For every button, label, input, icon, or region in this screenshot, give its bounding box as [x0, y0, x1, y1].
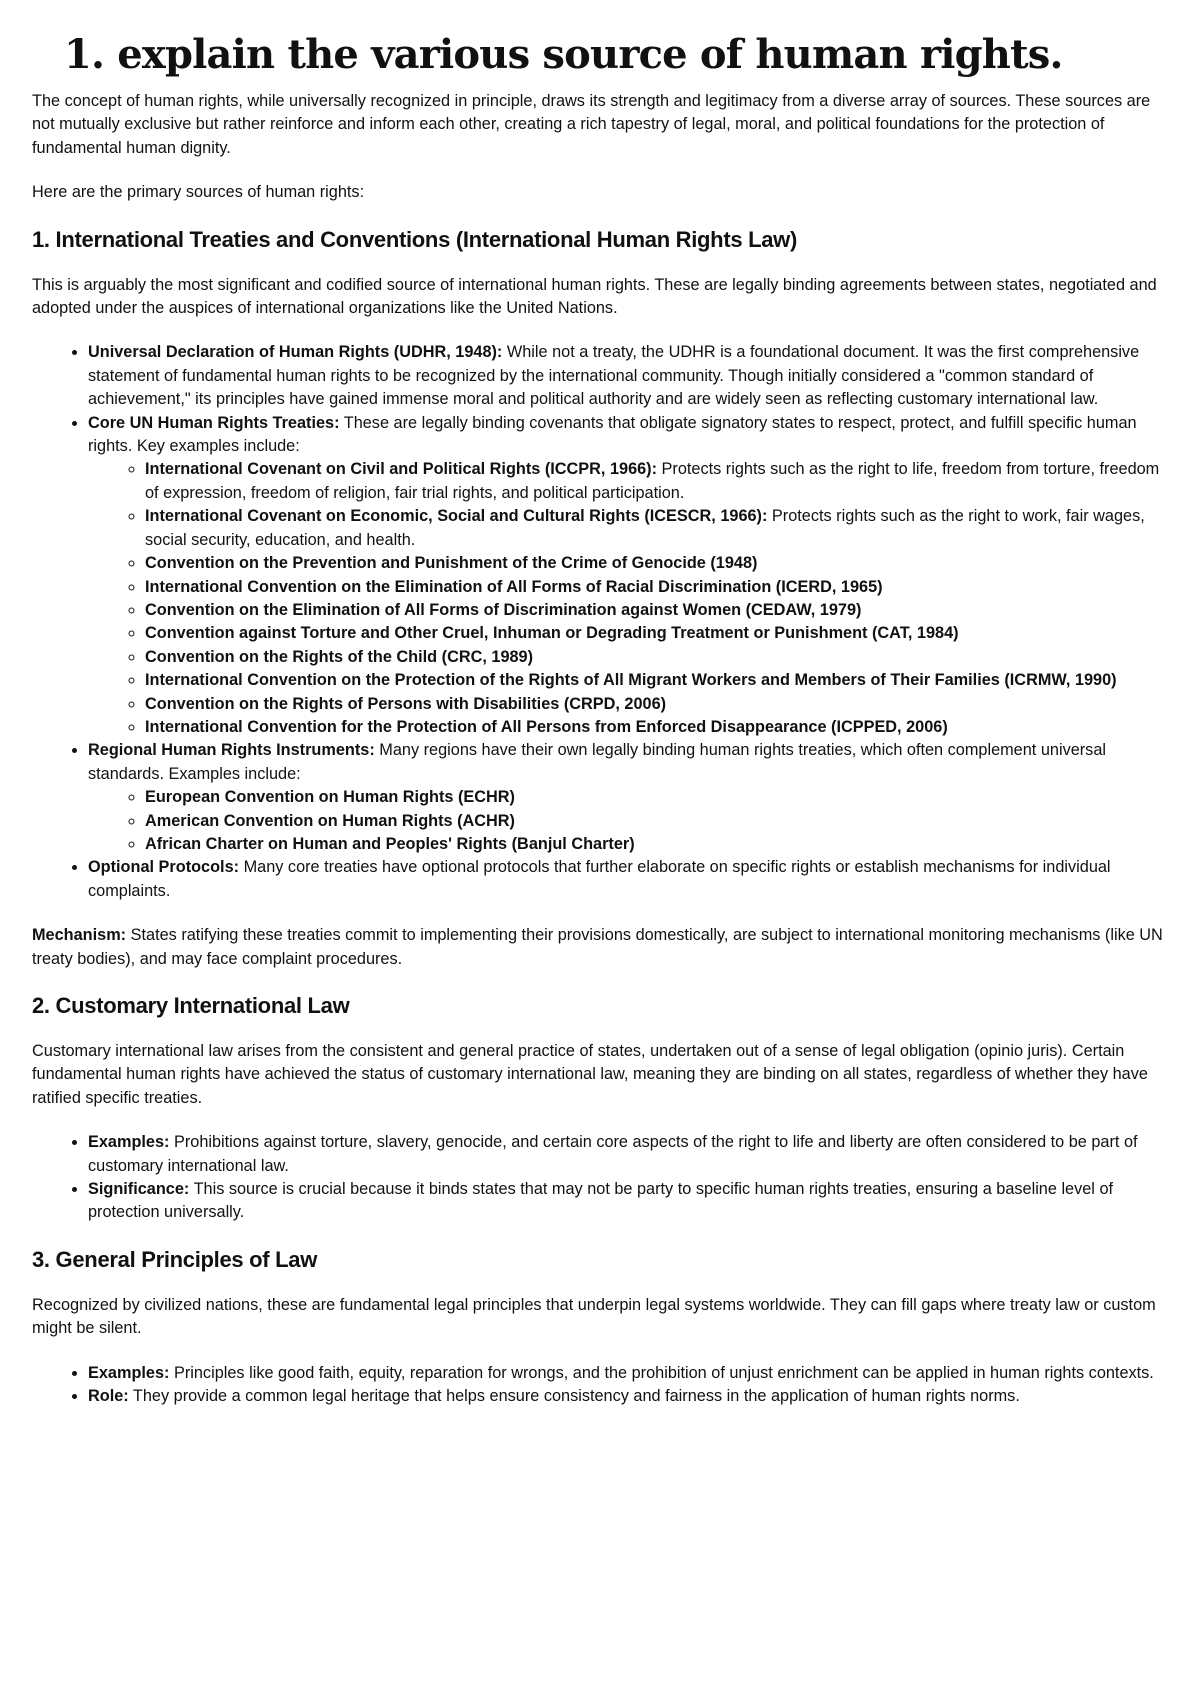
treaty-icrmw: International Convention on the Protection of the Rights of All Migrant Workers and Members of Their Families (ICRMW, 1990): [145, 671, 1117, 690]
list-item-regional-treaty: [145, 833, 1172, 856]
treaty-crpd: Convention on the Rights of Persons with Disabilities (CRPD, 2006): [145, 694, 667, 713]
list-item-significance: [88, 1178, 1172, 1225]
core-treaties-sublist: [88, 458, 1172, 739]
list-item-treaty: [145, 622, 1172, 645]
icescr-text: Protects rights such as the right to work, fair wages, social security, education, and health.: [145, 507, 1145, 549]
section-3-list: [32, 1362, 1172, 1409]
treaty-cedaw: Convention on the Elimination of All Forms of Discrimination against Women (CEDAW, 1979): [145, 600, 862, 619]
list-item-role: [88, 1385, 1172, 1408]
regional-echr: European Convention on Human Rights (ECHR): [145, 788, 515, 807]
list-item-iccpr: [145, 458, 1172, 505]
icescr-label: International Covenant on Economic, Social and Cultural Rights (ICESCR, 1966):: [145, 507, 768, 526]
list-item-regional-treaty: [145, 786, 1172, 809]
examples-text: Principles like good faith, equity, reparation for wrongs, and the prohibition of unjust enrichment can be applied in human rights contexts.: [169, 1363, 1154, 1382]
section-1-paragraph: This is arguably the most significant and codified source of international human rights. These are legally binding agreements between states, negotiated and adopted under the auspices of international organizations like the United Nations.: [32, 275, 1157, 318]
iccpr-text: Protects rights such as the right to life, freedom from torture, freedom of expression, freedom of religion, fair trial rights, and political participation.: [145, 460, 1160, 502]
intro-paragraph: The concept of human rights, while universally recognized in principle, draws its strength and legitimacy from a diverse array of sources. These sources are not mutually exclusive but rather reinforce and inform each other, creating a rich tapestry of legal, moral, and political foundations for the protection of fundamental human dignity.: [32, 92, 1151, 157]
regional-text: Many regions have their own legally binding human rights treaties, which often complement universal standards. Examples include:: [88, 741, 1106, 783]
section-3-paragraph: Recognized by civilized nations, these are fundamental legal principles that underpin legal systems worldwide. They can fill gaps where treaty law or custom might be silent.: [32, 1295, 1156, 1338]
mechanism-paragraph: [32, 924, 1172, 971]
role-label: Role:: [88, 1387, 129, 1406]
significance-text: This source is crucial because it binds states that may not be party to specific human rights treaties, ensuring a baseline level of protection universally.: [88, 1180, 1114, 1222]
list-item-optional-protocols: [88, 856, 1172, 903]
list-item-core-treaties: [88, 412, 1172, 740]
regional-banjul: African Charter on Human and Peoples' Rights (Banjul Charter): [145, 834, 635, 853]
treaty-cat: Convention against Torture and Other Cruel, Inhuman or Degrading Treatment or Punishment (CAT, 1984): [145, 624, 959, 643]
significance-label: Significance:: [88, 1180, 190, 1199]
document-title: 1. explain the various source of human rights.: [64, 31, 1063, 78]
list-item-examples: [88, 1131, 1172, 1178]
examples-label: Examples:: [88, 1363, 170, 1382]
examples-text: Prohibitions against torture, slavery, genocide, and certain core aspects of the right to life and liberty are often considered to be part of customary international law.: [88, 1133, 1138, 1175]
examples-label: Examples:: [88, 1133, 170, 1152]
list-item-treaty: [145, 669, 1172, 692]
list-item-regional: [88, 739, 1172, 856]
list-item-treaty: [145, 716, 1172, 739]
treaty-crc: Convention on the Rights of the Child (CRC, 1989): [145, 647, 534, 666]
treaty-genocide: Convention on the Prevention and Punishment of the Crime of Genocide (1948): [145, 554, 758, 573]
section-2-list: [32, 1131, 1172, 1225]
regional-label: Regional Human Rights Instruments:: [88, 741, 375, 760]
lead-paragraph: Here are the primary sources of human rights:: [32, 183, 365, 202]
list-item-treaty: [145, 693, 1172, 716]
core-treaties-text: These are legally binding covenants that obligate signatory states to respect, protect, and fulfill specific human rights. Key examples include:: [88, 413, 1137, 456]
regional-sublist: [88, 786, 1172, 856]
list-item-regional-treaty: [145, 810, 1172, 833]
list-item-udhr: [88, 341, 1172, 411]
udhr-label: Universal Declaration of Human Rights (UDHR, 1948):: [88, 343, 503, 362]
regional-achr: American Convention on Human Rights (ACHR): [145, 811, 515, 830]
section-2-heading: 2. Customary International Law: [32, 993, 350, 1018]
optional-label: Optional Protocols:: [88, 858, 240, 877]
list-item-treaty: [145, 599, 1172, 622]
list-item-examples: [88, 1362, 1172, 1385]
section-3-heading: 3. General Principles of Law: [32, 1246, 318, 1272]
list-item-icescr: [145, 505, 1172, 552]
section-1-heading: 1. International Treaties and Conventions (International Human Rights Law): [32, 226, 798, 252]
iccpr-label: International Covenant on Civil and Political Rights (ICCPR, 1966):: [145, 460, 658, 479]
udhr-text: While not a treaty, the UDHR is a foundational document. It was the first comprehensive statement of fundamental human rights to be recognized by the international community. Though initially considered a "common standard of achievement," its principles have gained immense moral and political authority and are widely seen as reflecting customary international law.: [88, 343, 1140, 409]
treaty-icpped: International Convention for the Protection of All Persons from Enforced Disappearance (ICPPED, 2006): [145, 717, 948, 736]
optional-text: Many core treaties have optional protocols that further elaborate on specific rights or establish mechanisms for individual complaints.: [88, 858, 1111, 900]
list-item-treaty: [145, 576, 1172, 599]
treaty-icerd: International Convention on the Elimination of All Forms of Racial Discrimination (ICERD, 1965): [145, 577, 883, 596]
list-item-treaty: [145, 552, 1172, 575]
mechanism-label: Mechanism:: [32, 926, 127, 945]
list-item-treaty: [145, 646, 1172, 669]
section-2-paragraph: Customary international law arises from the consistent and general practice of states, undertaken out of a sense of legal obligation (opinio juris). Certain fundamental human rights have achieved the status of customary international law, meaning they are binding on all states, regardless of whether they have ratified specific treaties.: [32, 1042, 1148, 1107]
mechanism-text: States ratifying these treaties commit to implementing their provisions domestically, are subject to international monitoring mechanisms (like UN treaty bodies), and may face complaint procedures.: [32, 926, 1163, 968]
section-1-list: [32, 341, 1172, 903]
core-treaties-label: Core UN Human Rights Treaties:: [88, 413, 340, 432]
role-text: They provide a common legal heritage that helps ensure consistency and fairness in the application of human rights norms.: [128, 1387, 1020, 1406]
